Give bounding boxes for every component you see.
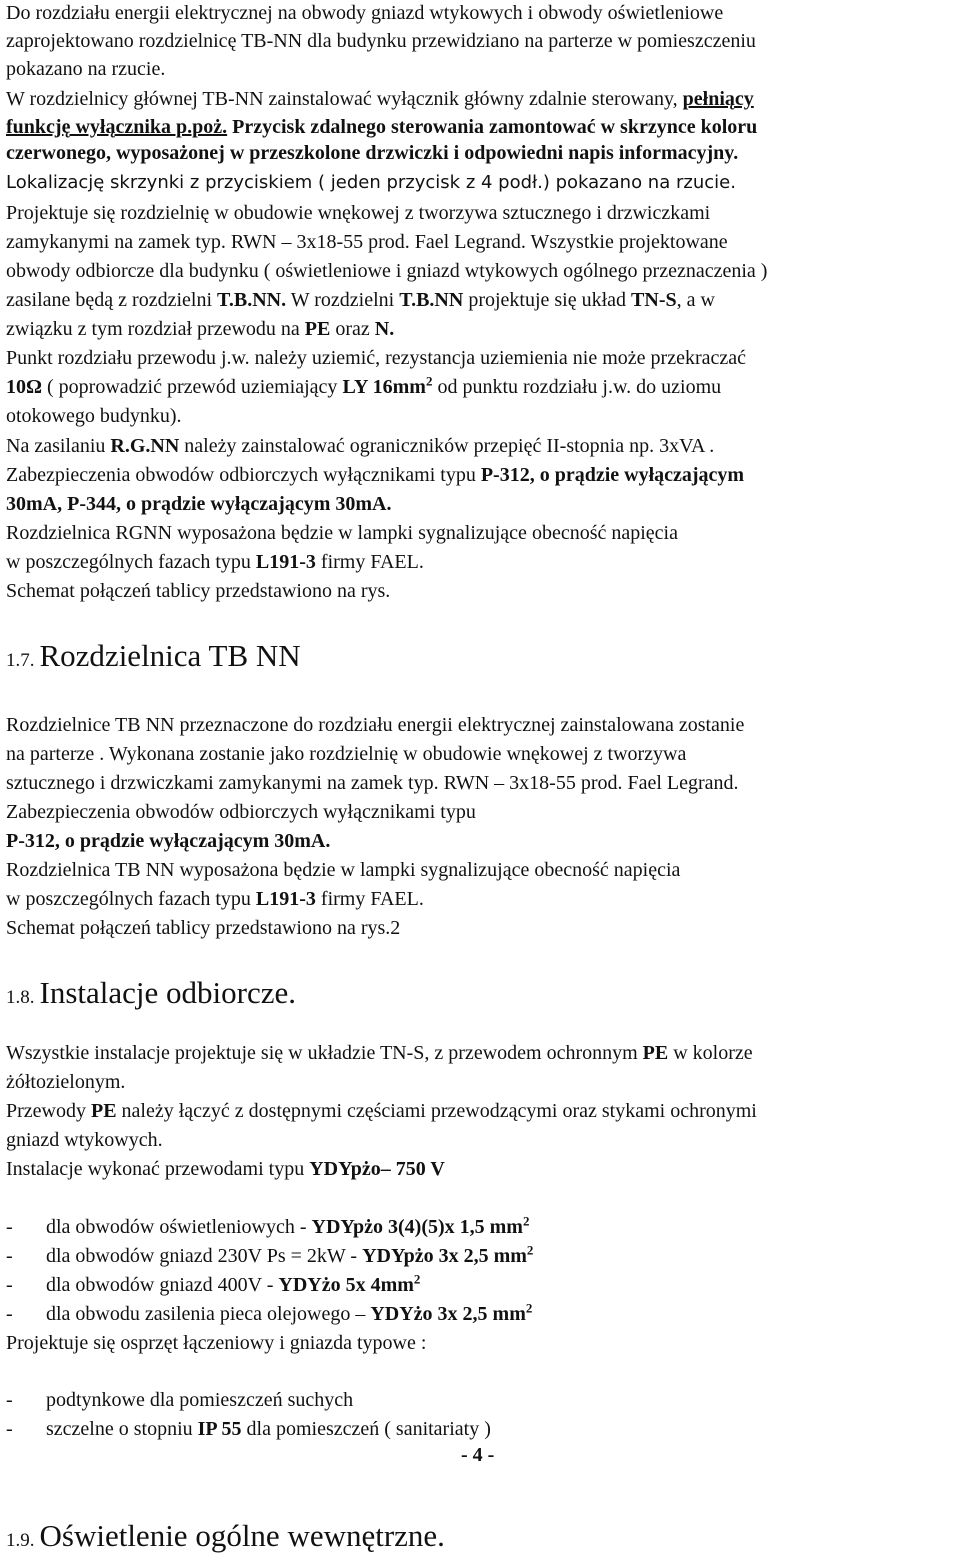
- text-line: Do rozdziału energii elektrycznej na obwody gniazd wtykowych i obwody oświetleniowe: [6, 2, 724, 24]
- list-dash: -: [6, 1216, 13, 1238]
- bold-text: L191-3: [255, 551, 316, 573]
- bold-text: YDYpżo– 750 V: [309, 1158, 445, 1180]
- text-line: [6, 462, 744, 488]
- text-line: obwody odbiorcze dla budynku ( oświetleniowe i gniazd wtykowych ogólnego przeznaczenia ): [6, 260, 768, 282]
- text-run: podtynkowe dla pomieszczeń suchych: [46, 1389, 354, 1411]
- text-run: dla obwodów gniazd 400V -: [46, 1274, 279, 1296]
- text-line: [6, 433, 714, 459]
- bold-text: PE: [304, 318, 331, 340]
- text-run: W rozdzielni: [286, 289, 400, 311]
- text-line: [6, 886, 424, 912]
- text-run: oraz: [330, 318, 375, 340]
- text-line: zaprojektowano rozdzielnicę TB-NN dla budynku przewidziano na parterze w pomieszczeniu: [6, 30, 756, 52]
- text-line: Projektuje się osprzęt łączeniowy i gniazda typowe :: [6, 1332, 427, 1354]
- bold-text: LY 16mm: [342, 376, 426, 398]
- bold-text: TN-S: [631, 289, 677, 311]
- text-run: dla obwodów gniazd 230V Ps = 2kW -: [46, 1245, 363, 1267]
- text-run: Wszystkie projektowane: [530, 231, 728, 253]
- bold-text: T.B.NN: [399, 289, 464, 311]
- bold-text: YDYpżo 3(4)(5)x 1,5 mm: [311, 1216, 523, 1238]
- text-line: [6, 114, 757, 140]
- text-line: [6, 1040, 753, 1066]
- bold-text: R.G.NN: [110, 435, 180, 457]
- bold-text: L191-3: [255, 888, 316, 910]
- list-item: [6, 1214, 529, 1240]
- bold-text: YDYżo 3x 2,5 mm: [370, 1303, 526, 1325]
- text-run: Zabezpieczenia obwodów odbiorczych wyłącznikami typu: [6, 464, 481, 486]
- bold-text: T.B.NN.: [217, 289, 287, 311]
- text-run: dla pomieszczeń ( sanitariaty ): [241, 1418, 491, 1440]
- text-run: szczelne o stopniu: [46, 1418, 198, 1440]
- bold-text: YDYżo 5x 4mm: [278, 1274, 414, 1296]
- list-item: [6, 1301, 532, 1327]
- text-line: [6, 86, 754, 112]
- bold-text: N.: [374, 318, 395, 340]
- text-run: ( poprowadzić przewód uziemiający: [42, 376, 343, 398]
- text-run: w poszczególnych fazach typu: [6, 888, 256, 910]
- text-line: otokowego budynku).: [6, 405, 182, 427]
- text-line: na parterze . Wykonana zostanie jako rozdzielnię w obudowie wnękowej z tworzywa: [6, 743, 687, 765]
- section-number: 1.9.: [6, 1530, 35, 1551]
- bold-text: PE: [642, 1042, 669, 1064]
- text-line: P-312, o prądzie wyłączającym 30mA.: [6, 830, 331, 852]
- text-line: Rozdzielnica RGNN wyposażona będzie w lampki sygnalizujące obecność napięcia: [6, 522, 678, 544]
- section-heading: [6, 1516, 445, 1561]
- text-run: należy łączyć z dostępnymi częściami przewodzącymi oraz stykami ochronymi: [116, 1100, 757, 1122]
- text-run: Instalacje wykonać przewodami typu: [6, 1158, 310, 1180]
- text-line: gniazd wtykowych.: [6, 1129, 163, 1151]
- superscript: 2: [526, 1242, 534, 1258]
- list-item: [6, 1243, 533, 1269]
- list-item: [6, 1387, 353, 1413]
- text-line: [6, 229, 728, 255]
- text-line: Lokalizację skrzynki z przyciskiem ( jeden przycisk z 4 podł.) pokazano na rzucie.: [6, 172, 736, 193]
- bold-text: IP 55: [197, 1418, 242, 1440]
- text-line: [6, 549, 424, 575]
- text-line: [6, 1156, 445, 1182]
- section-heading: [6, 636, 301, 681]
- section-title: Oświetlenie ogólne wewnętrzne.: [39, 1518, 445, 1553]
- text-line: [6, 316, 394, 342]
- bold-underlined-text: funkcję wyłącznika p.poż.: [6, 116, 228, 138]
- text-line: [6, 374, 721, 400]
- section-number: 1.8.: [6, 987, 35, 1008]
- text-run: projektuje się układ: [463, 289, 632, 311]
- superscript: 2: [522, 1213, 530, 1229]
- text-run: od punktu rozdziału j.w. do uziomu: [432, 376, 722, 398]
- list-dash: -: [6, 1245, 13, 1267]
- text-run: dla obwodów oświetleniowych -: [46, 1216, 312, 1238]
- bold-text: P-312, o prądzie wyłączającym: [480, 464, 745, 486]
- text-line: żółtozielonym.: [6, 1071, 126, 1093]
- text-run: Przewody: [6, 1100, 91, 1122]
- text-line: Schemat połączeń tablicy przedstawiono na rys.2: [6, 917, 401, 939]
- text-line: Punkt rozdziału przewodu j.w. należy uziemić, rezystancja uziemienia nie może przekraczać: [6, 347, 747, 369]
- list-dash: -: [6, 1274, 13, 1296]
- section-number: 1.7.: [6, 650, 35, 671]
- text-run: firmy FAEL.: [315, 551, 424, 573]
- section-title: Rozdzielnica TB NN: [39, 638, 301, 673]
- bold-text: PE: [90, 1100, 117, 1122]
- bold-text: 10Ω: [6, 376, 43, 398]
- text-line: pokazano na rzucie.: [6, 58, 166, 80]
- text-line: Projektuje się rozdzielnię w obudowie wnękowej z tworzywa sztucznego i drzwiczkami: [6, 202, 711, 224]
- text-run: W rozdzielnicy głównej TB-NN zainstalować wyłącznik główny zdalnie sterowany,: [6, 88, 683, 110]
- text-line: czerwonego, wyposażonej w przeszkolone drzwiczki i odpowiedni napis informacyjny.: [6, 142, 739, 164]
- list-item: [6, 1416, 491, 1442]
- text-run: w poszczególnych fazach typu: [6, 551, 256, 573]
- text-line: Rozdzielnica TB NN wyposażona będzie w lampki sygnalizujące obecność napięcia: [6, 859, 681, 881]
- section-title: Instalacje odbiorcze.: [39, 975, 296, 1010]
- text-line: Rozdzielnice TB NN przeznaczone do rozdziału energii elektrycznej zainstalowana zostanie: [6, 714, 745, 736]
- text-run: Na zasilaniu: [6, 435, 111, 457]
- list-dash: -: [6, 1418, 13, 1440]
- text-run: zasilane będą z rozdzielni: [6, 289, 217, 311]
- text-line: 30mA, P-344, o prądzie wyłączającym 30mA.: [6, 493, 392, 515]
- text-run: firmy FAEL.: [315, 888, 424, 910]
- text-run: w kolorze: [668, 1042, 753, 1064]
- bold-text: YDYpżo 3x 2,5 mm: [362, 1245, 527, 1267]
- text-line: Zabezpieczenia obwodów odbiorczych wyłącznikami typu: [6, 801, 476, 823]
- text-run: należy zainstalować ograniczników przepięć II-stopnia np. 3xVA .: [179, 435, 715, 457]
- page-number: - 4 -: [461, 1444, 495, 1466]
- section-heading: [6, 973, 296, 1018]
- list-item: [6, 1272, 420, 1298]
- superscript: 2: [425, 373, 433, 389]
- text-run: związku z tym rozdział przewodu na: [6, 318, 305, 340]
- text-line: [6, 287, 715, 313]
- superscript: 2: [413, 1271, 421, 1287]
- bold-underlined-text: pełniący: [682, 88, 754, 110]
- bold-text: Przycisk zdalnego sterowania zamontować w skrzynce koloru: [227, 116, 758, 138]
- list-dash: -: [6, 1389, 13, 1411]
- text-run: dla obwodu zasilenia pieca olejowego –: [46, 1303, 371, 1325]
- list-dash: -: [6, 1303, 13, 1325]
- text-line: [6, 1098, 757, 1124]
- text-run: zamykanymi na zamek typ. RWN – 3x18-55 prod. Fael Legrand.: [6, 231, 531, 253]
- superscript: 2: [525, 1300, 533, 1316]
- text-run: , a w: [676, 289, 715, 311]
- text-line: sztucznego i drzwiczkami zamykanymi na zamek typ. RWN – 3x18-55 prod. Fael Legrand.: [6, 772, 739, 794]
- text-line: Schemat połączeń tablicy przedstawiono na rys.: [6, 580, 391, 602]
- text-run: Wszystkie instalacje projektuje się w układzie TN-S, z przewodem ochronnym: [6, 1042, 643, 1064]
